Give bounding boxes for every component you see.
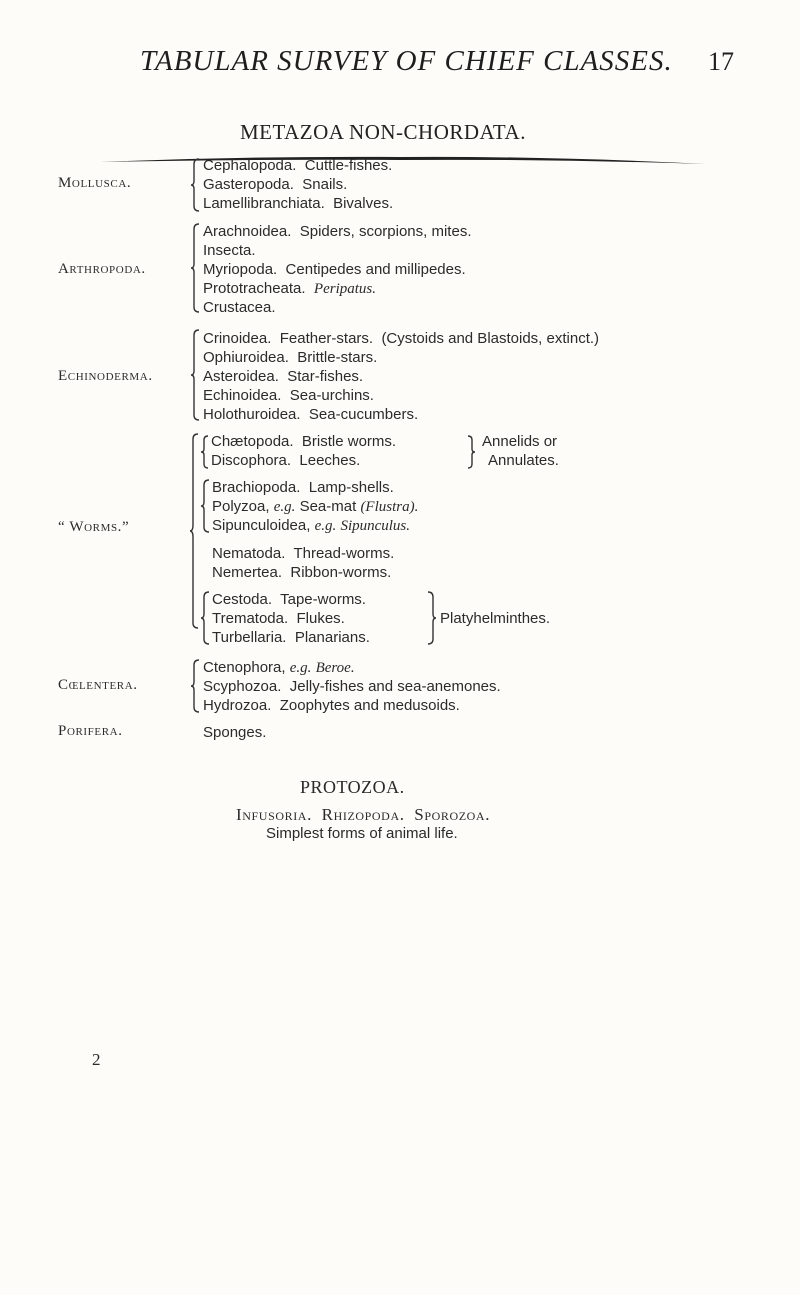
class-name: Asteroidea.	[203, 368, 279, 385]
class-example: Peripatus.	[313, 281, 376, 297]
eg-label: e.g.	[289, 660, 312, 676]
phylum-worms: “ Worms.”	[58, 519, 130, 535]
class-name: Discophora.	[211, 452, 292, 469]
class-name: Chætopoda.	[211, 433, 294, 450]
class-desc: Snails.	[302, 176, 348, 193]
class-name: Hydrozoa.	[203, 697, 272, 714]
brace-mollusca	[190, 157, 202, 213]
class-row	[203, 348, 377, 367]
class-row	[203, 194, 393, 213]
brace-arthropoda	[190, 222, 202, 314]
class-row	[203, 156, 392, 175]
class-example: (Flustra).	[360, 499, 419, 515]
class-desc: Planarians.	[294, 629, 370, 646]
brace-platyhelminthes-right	[425, 590, 437, 646]
brace-annelids-right	[466, 434, 476, 470]
protozoa-classes	[236, 805, 490, 825]
phylum-arthropoda: Arthropoda.	[58, 261, 146, 277]
folio-signature: 2	[92, 1050, 101, 1069]
class-desc: Ribbon-worms.	[290, 564, 392, 581]
class-name: Lamellibranchiata.	[203, 195, 325, 212]
class-row	[212, 563, 391, 582]
class-row	[203, 298, 276, 317]
class-name: Crinoidea.	[203, 330, 272, 347]
class-desc: Centipedes and millipedes.	[285, 261, 466, 278]
brace-platyhelminthes	[200, 590, 212, 646]
class-example: Beroe.	[315, 660, 355, 676]
class-name: Cestoda.	[212, 591, 273, 608]
class-desc: Tape-worms.	[280, 591, 366, 608]
class-name: Cephalopoda.	[203, 157, 297, 174]
phylum-echinoderma: Echinoderma.	[58, 368, 153, 384]
class-desc: Leeches.	[299, 452, 361, 469]
class-name: Echinoidea.	[203, 387, 282, 404]
class-desc: Brittle-stars.	[297, 349, 378, 366]
class-row	[203, 241, 256, 260]
class-name: Nemertea.	[212, 564, 283, 581]
protozoa-title: PROTOZOA.	[300, 777, 405, 797]
phylum-porifera: Porifera.	[58, 723, 123, 739]
protozoa-class: Rhizopoda.	[321, 805, 405, 824]
class-row	[212, 544, 394, 563]
running-head	[0, 45, 800, 85]
class-row	[212, 497, 418, 517]
brace-annelids	[200, 434, 210, 470]
class-name: Turbellaria.	[212, 629, 287, 646]
class-name: Nematoda.	[212, 545, 286, 562]
class-desc: Bristle worms.	[301, 433, 397, 450]
class-name: Ctenophora,	[203, 659, 286, 676]
class-row	[203, 260, 466, 279]
brace-coelentera	[190, 658, 202, 714]
eg-label: e.g.	[273, 499, 296, 515]
class-name: Prototracheata.	[203, 280, 306, 297]
class-row	[203, 405, 418, 424]
porifera-desc: Sponges.	[203, 724, 267, 741]
class-row	[203, 386, 374, 405]
class-desc: Flukes.	[296, 610, 345, 627]
class-desc: Spiders, scorpions, mites.	[299, 223, 472, 240]
class-name: Polyzoa,	[212, 498, 270, 515]
class-row	[212, 516, 410, 536]
brace-echinoderma	[190, 328, 202, 422]
brace-molluscoids	[200, 478, 212, 534]
class-desc: Lamp-shells.	[308, 479, 394, 496]
class-row	[203, 677, 501, 696]
class-row	[212, 609, 345, 628]
phylum-mollusca: Mollusca.	[58, 175, 132, 191]
class-desc: Sea-mat	[299, 498, 357, 515]
running-title: TABULAR SURVEY OF CHIEF CLASSES.	[140, 45, 673, 77]
class-name: Insecta.	[203, 242, 256, 259]
class-row	[212, 628, 370, 647]
class-row	[212, 590, 366, 609]
eg-label: e.g.	[314, 518, 337, 534]
class-row	[203, 367, 363, 386]
class-desc: Zoophytes and medusoids.	[279, 697, 460, 714]
class-desc: Sea-cucumbers.	[308, 406, 419, 423]
class-name: Brachiopoda.	[212, 479, 301, 496]
class-name: Myriopoda.	[203, 261, 278, 278]
class-example: Sipunculus.	[340, 518, 411, 534]
class-row	[203, 222, 471, 241]
class-name: Crustacea.	[203, 299, 276, 316]
section-title: METAZOA NON-CHORDATA.	[240, 120, 526, 144]
class-name: Gasteropoda.	[203, 176, 294, 193]
class-name: Holothuroidea.	[203, 406, 301, 423]
class-row	[203, 696, 460, 715]
page-number: 17	[708, 47, 734, 76]
class-name: Ophiuroidea.	[203, 349, 289, 366]
phylum-coelentera: Cœlentera.	[58, 677, 138, 693]
class-name: Sipunculoidea,	[212, 517, 311, 534]
class-note: (Cystoids and Blastoids, extinct.)	[381, 330, 600, 347]
class-desc: Jelly-fishes and sea-anemones.	[289, 678, 501, 695]
class-row	[211, 432, 396, 451]
class-desc: Cuttle-fishes.	[304, 157, 393, 174]
class-row	[203, 175, 347, 194]
group-annelids-line1: Annelids or	[482, 433, 558, 450]
class-desc: Bivalves.	[333, 195, 394, 212]
class-row	[203, 329, 599, 348]
class-name: Scyphozoa.	[203, 678, 282, 695]
class-row	[203, 658, 355, 678]
class-desc: Sea-urchins.	[289, 387, 374, 404]
protozoa-class: Infusoria.	[236, 805, 312, 824]
class-name: Trematoda.	[212, 610, 289, 627]
class-desc: Star-fishes.	[287, 368, 364, 385]
class-row	[203, 279, 376, 299]
class-row	[211, 451, 360, 470]
class-desc: Feather-stars.	[279, 330, 374, 347]
protozoa-class: Sporozoa.	[414, 805, 491, 824]
class-row	[212, 478, 394, 497]
class-desc: Thread-worms.	[293, 545, 395, 562]
class-name: Arachnoidea.	[203, 223, 292, 240]
group-platyhelminthes: Platyhelminthes.	[440, 610, 551, 627]
protozoa-note: Simplest forms of animal life.	[266, 825, 458, 842]
group-annelids-line2: Annulates.	[488, 452, 559, 469]
